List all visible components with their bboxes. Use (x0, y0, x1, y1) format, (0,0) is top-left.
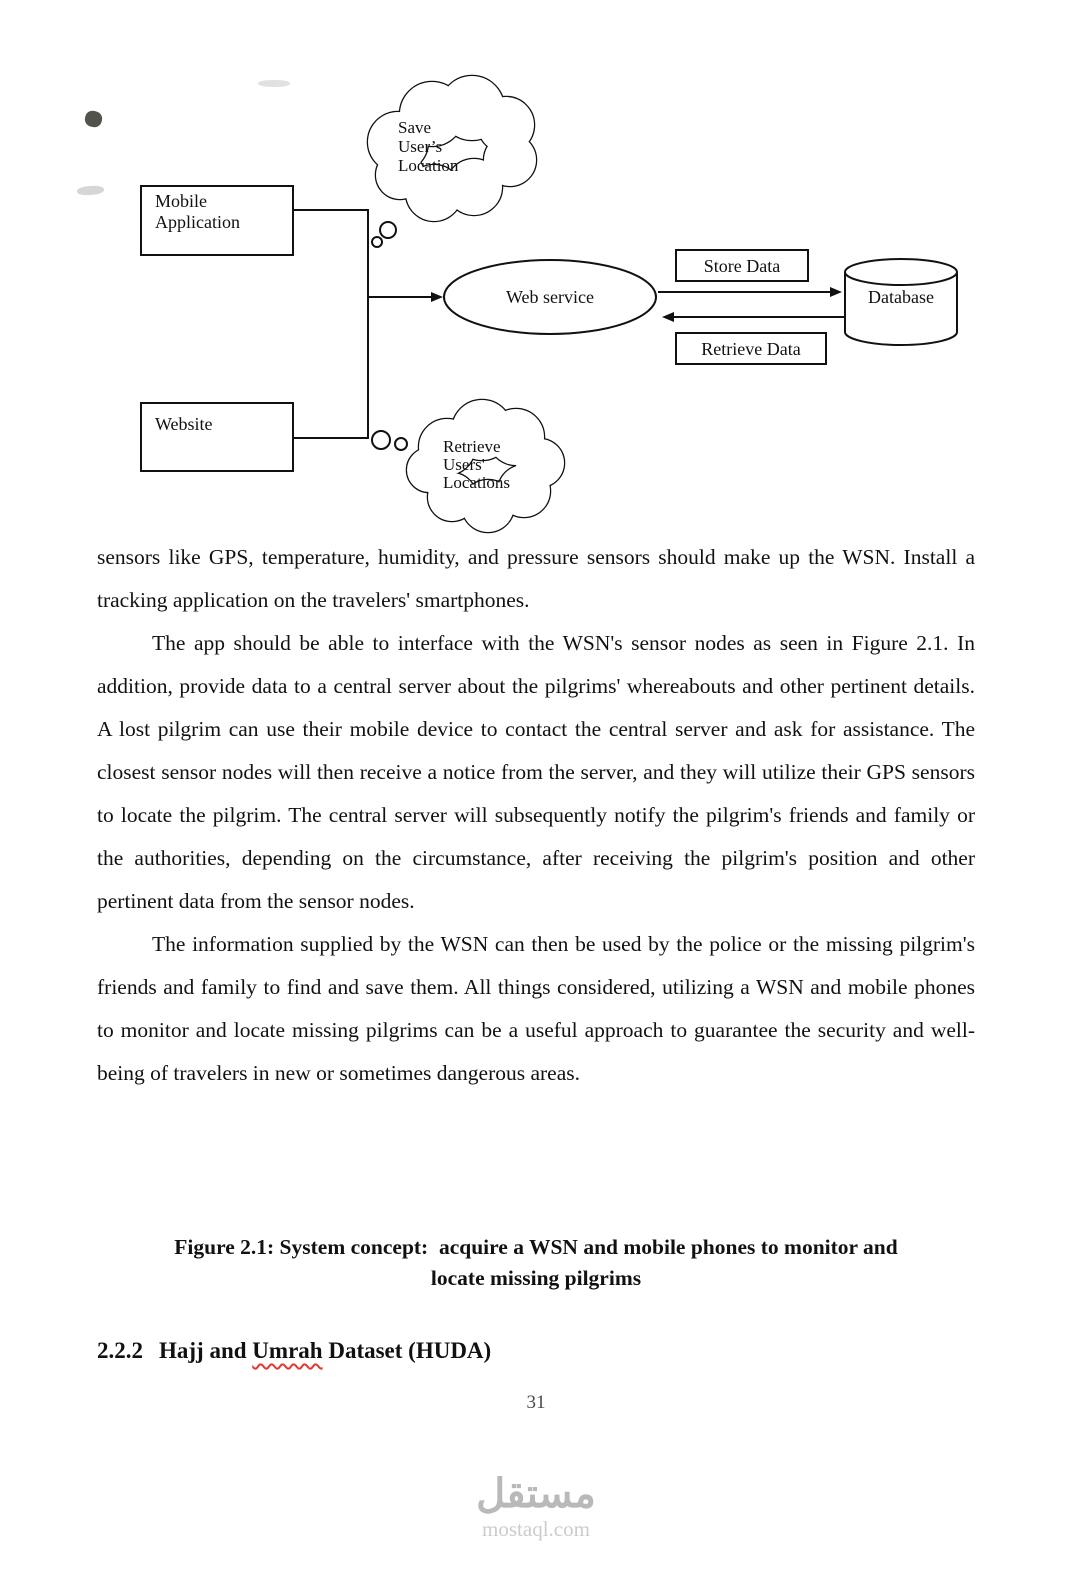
watermark (0, 1472, 1072, 1542)
database-label: Database (868, 287, 934, 307)
section-title-misspelled-word: Umrah (252, 1338, 323, 1363)
store-data-label: Store Data (703, 256, 781, 276)
mobile-application-label-line2: Application (155, 212, 240, 232)
body-text (97, 536, 975, 1095)
cloud-retrieve-locations (372, 400, 564, 532)
cloud-save-line3: Location (398, 156, 459, 175)
paragraph-2: The app should be able to interface with the WSN's sensor nodes as seen in Figure 2.1. In addition, provide data to a central server about the pilgrims' whereabouts and other pertinent details. A lost pilgrim can use their mobile device to contact the central server and ask for assistance. The closest sensor nodes will then receive a notice from the server, and they will utilize their GPS sensors to locate the pilgrim. The central server will subsequently notify the pilgrim's friends and family or the authorities, depending on the circumstance, after receiving the pilgrim's position and other pertinent data from the sensor nodes. (97, 631, 975, 913)
thought-bubble (380, 222, 396, 238)
section-heading (97, 1338, 975, 1364)
cloud-retrieve-line1: Retrieve (443, 437, 501, 456)
thought-bubble (395, 438, 407, 450)
arrowhead-into-webservice (431, 292, 443, 302)
website-label: Website (155, 414, 213, 434)
thought-bubble (372, 237, 382, 247)
page-number: 31 (526, 1392, 546, 1413)
web-service-label: Web service (505, 287, 595, 307)
database-cylinder (845, 259, 957, 345)
arrowhead-retrieve (662, 312, 674, 322)
cloud-save-line1: Save (398, 118, 432, 137)
mobile-application-label-line1: Mobile (155, 191, 207, 211)
section-title-pre: Hajj and (159, 1338, 253, 1363)
system-concept-diagram (0, 70, 1072, 540)
thought-bubble (372, 431, 390, 449)
arrowhead-store (830, 287, 842, 297)
cloud-retrieve-line3: Locations (443, 473, 511, 492)
figure-caption (97, 1232, 975, 1294)
retrieve-data-label: Retrieve Data (701, 339, 801, 359)
watermark-domain: mostaql.com (482, 1517, 590, 1541)
figure-caption-line2: locate missing pilgrims (430, 1266, 642, 1290)
cloud-retrieve-line2: Users' (443, 455, 485, 474)
figure-caption-line1: Figure 2.1: System concept: acquire a WSN and mobile phones to monitor and (174, 1235, 898, 1259)
watermark-arabic: مستقل (476, 1471, 596, 1516)
cloud-save-location (368, 76, 536, 247)
paragraph-1: sensors like GPS, temperature, humidity, and pressure sensors should make up the WSN. Install a tracking application on the travelers' smartphones. (97, 545, 975, 612)
cloud-save-line2: User’s (398, 137, 443, 156)
section-number: 2.2.2 (97, 1338, 143, 1363)
section-title-post: Dataset (HUDA) (322, 1338, 492, 1363)
paragraph-3: The information supplied by the WSN can then be used by the police or the missing pilgrim's friends and family to find and save them. All things considered, utilizing a WSN and mobile phones to monitor and locate missing pilgrims can be a useful approach to guarantee the security and well-being of travelers in new or sometimes dangerous areas. (97, 932, 975, 1085)
connector-lines (293, 210, 368, 438)
